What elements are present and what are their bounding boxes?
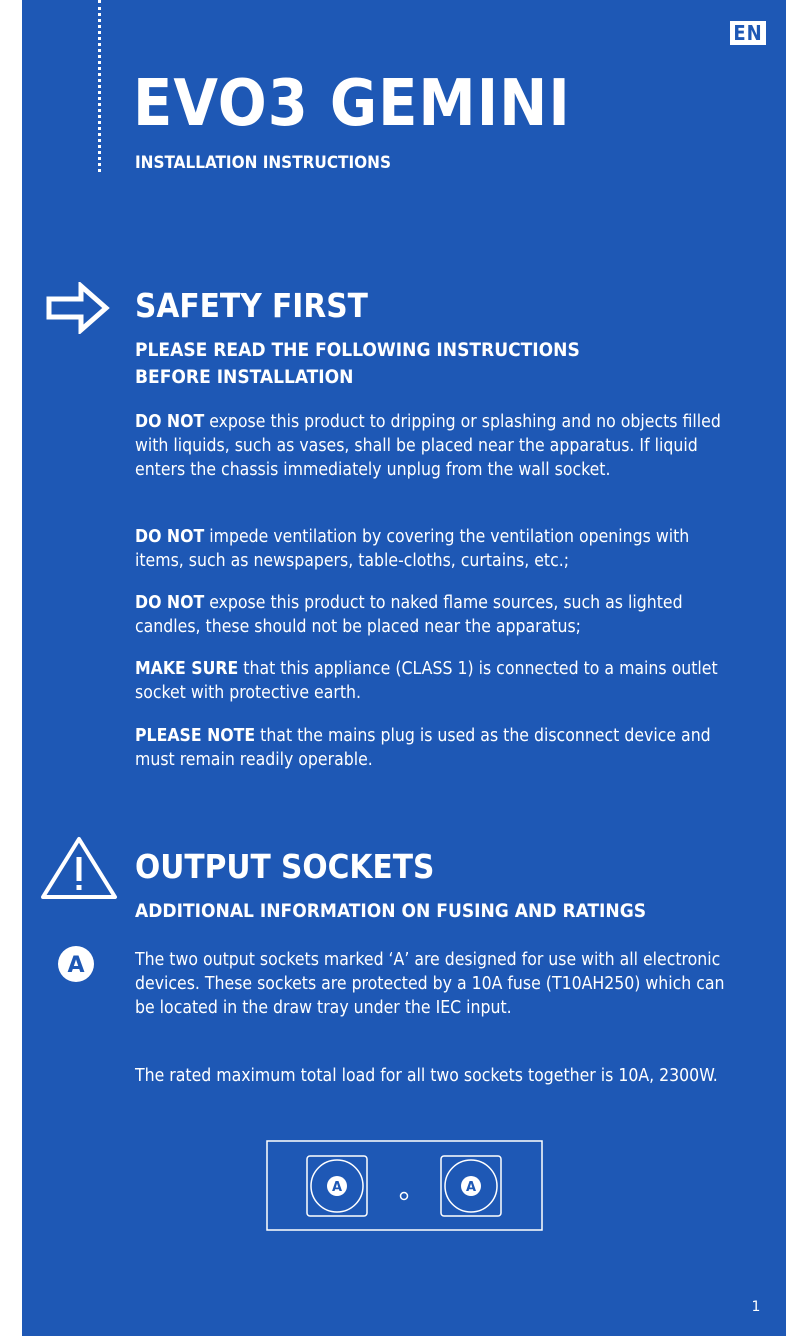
safety-item bbox=[135, 657, 735, 705]
indicator-dot bbox=[401, 1193, 408, 1200]
dotted-fold-line bbox=[98, 0, 101, 172]
safety-item-text: that this appliance (CLASS 1) is connected to a mains outlet socket with protective earth. bbox=[135, 659, 718, 703]
output-paragraph-1: The two output sockets marked ‘A’ are designed for use with all electronic devices. These sockets are protected by a 10A fuse (T10AH250) which can be located in the draw tray under the IEC input. bbox=[135, 950, 725, 1018]
socket-panel-diagram bbox=[266, 1140, 543, 1232]
product-title: EVO3 GEMINI bbox=[133, 67, 571, 141]
socket-marker-badge bbox=[56, 944, 96, 984]
safety-item bbox=[135, 410, 735, 482]
safety-subheading bbox=[135, 337, 735, 391]
safety-item bbox=[135, 724, 735, 772]
socket-letter-right: A bbox=[465, 1180, 477, 1195]
safety-subheading-line1: PLEASE READ THE FOLLOWING INSTRUCTIONS bbox=[135, 339, 580, 361]
arrow-right-icon bbox=[46, 282, 110, 334]
safety-item-lead: MAKE SURE bbox=[135, 659, 239, 679]
document-subtitle: INSTALLATION INSTRUCTIONS bbox=[135, 153, 391, 173]
safety-heading: SAFETY FIRST bbox=[135, 286, 368, 325]
safety-item-lead: PLEASE NOTE bbox=[135, 726, 256, 746]
output-socket-right bbox=[441, 1156, 501, 1216]
safety-item-text: expose this product to dripping or splashing and no objects filled with liquids, such as vases, shall be placed near the apparatus. If liquid enters the chassis immediately unplug from the wall socket. bbox=[135, 412, 721, 480]
safety-item bbox=[135, 591, 735, 639]
safety-item-lead: DO NOT bbox=[135, 412, 205, 432]
safety-item-text: impede ventilation by covering the ventilation openings with items, such as newspapers, table-cloths, curtains, etc.; bbox=[135, 527, 690, 571]
warning-triangle-icon bbox=[40, 835, 118, 901]
output-heading: OUTPUT SOCKETS bbox=[135, 847, 435, 886]
socket-letter-left: A bbox=[331, 1180, 343, 1195]
safety-item-lead: DO NOT bbox=[135, 527, 205, 547]
safety-item bbox=[135, 525, 735, 573]
output-paragraph-2: The rated maximum total load for all two sockets together is 10A, 2300W. bbox=[135, 1066, 718, 1086]
socket-marker-letter: A bbox=[67, 953, 85, 978]
output-socket-left bbox=[307, 1156, 367, 1216]
safety-item-text: that the mains plug is used as the disconnect device and must remain readily operable. bbox=[135, 726, 711, 770]
safety-item-text: expose this product to naked flame sources, such as lighted candles, these should not be placed near the apparatus; bbox=[135, 593, 683, 637]
language-badge: EN bbox=[730, 21, 766, 45]
output-subheading: ADDITIONAL INFORMATION ON FUSING AND RATINGS bbox=[135, 900, 647, 922]
safety-item-lead: DO NOT bbox=[135, 593, 205, 613]
safety-subheading-line2: BEFORE INSTALLATION bbox=[135, 366, 354, 388]
page-number: 1 bbox=[751, 1299, 761, 1315]
